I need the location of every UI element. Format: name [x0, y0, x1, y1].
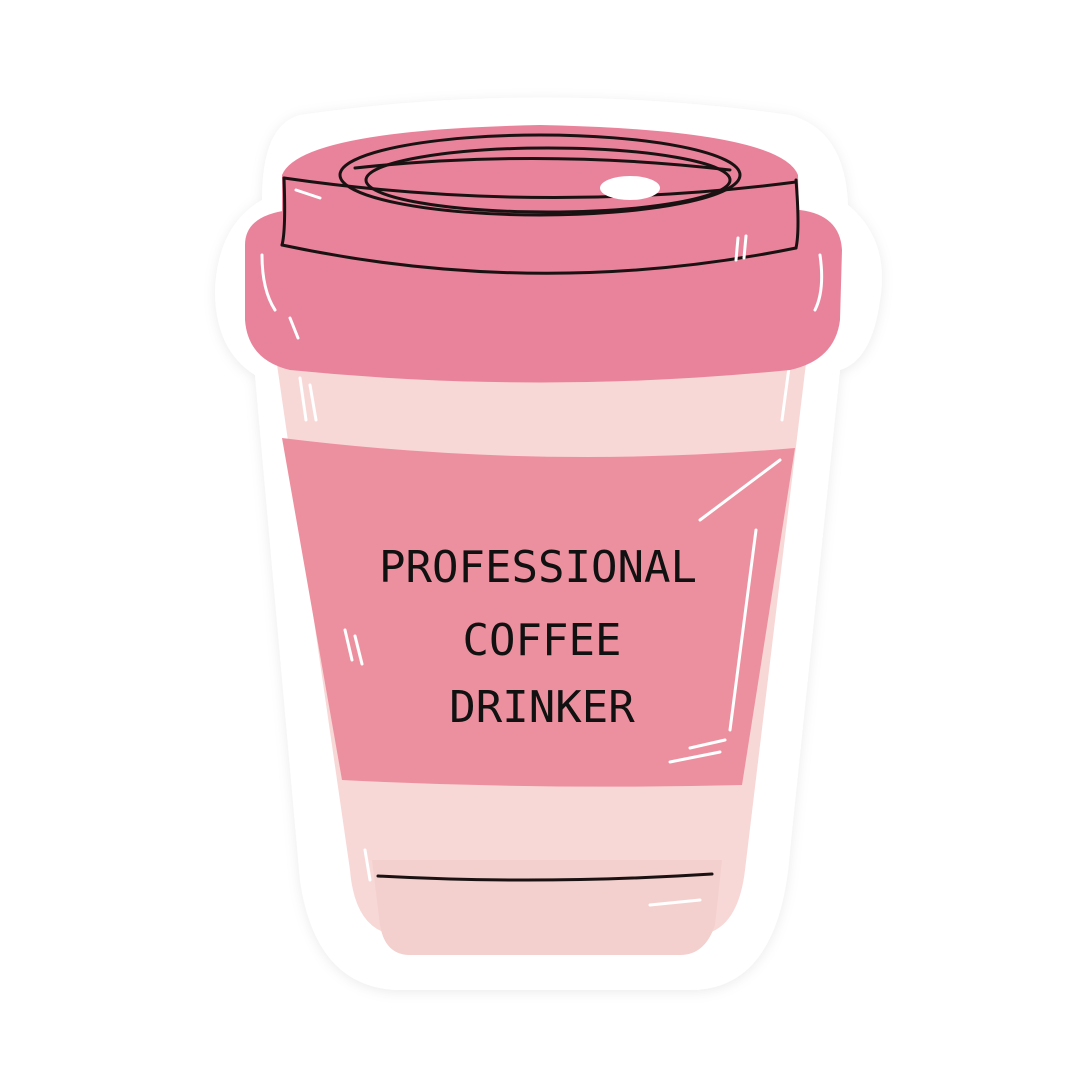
cup-sleeve	[282, 438, 795, 787]
sleeve-line-2: COFFEE	[462, 615, 622, 666]
sip-hole	[600, 176, 660, 200]
cup-bottom-rim	[372, 860, 722, 955]
sleeve-line-3: DRINKER	[449, 682, 635, 733]
sleeve-line-1: PROFESSIONAL	[379, 542, 697, 593]
